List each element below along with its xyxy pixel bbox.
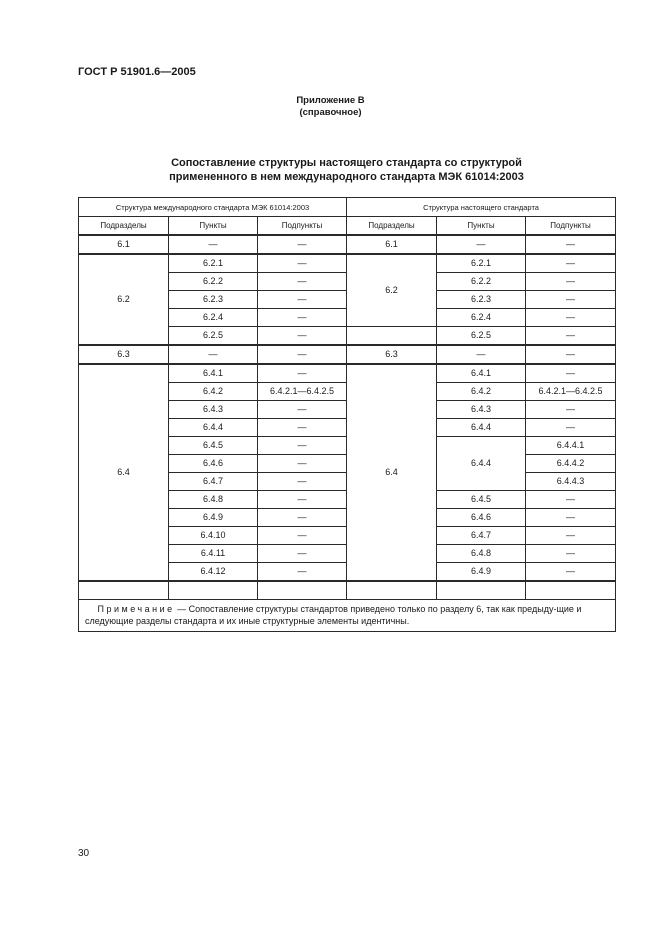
table-cell: 6.4.1 xyxy=(169,364,258,383)
table-cell: — xyxy=(526,509,616,527)
table-cell: — xyxy=(526,491,616,509)
column-header-clauses: Пункты xyxy=(437,217,526,236)
table-title xyxy=(0,156,661,184)
table-cell: 6.4.8 xyxy=(169,491,258,509)
table-cell: 6.4.3 xyxy=(437,401,526,419)
table-cell: 6.4.12 xyxy=(169,563,258,582)
table-cell: 6.4.9 xyxy=(437,563,526,582)
table-cell: — xyxy=(258,364,347,383)
table-cell: 6.4.4.3 xyxy=(526,473,616,491)
table-cell: 6.4.6 xyxy=(437,509,526,527)
table-cell-empty xyxy=(437,581,526,600)
annex-type: (справочное) xyxy=(299,107,362,118)
table-cell: — xyxy=(526,419,616,437)
table-cell: — xyxy=(258,401,347,419)
table-cell: — xyxy=(526,291,616,309)
column-header-subclauses: Подпункты xyxy=(526,217,616,236)
table-cell: 6.4.10 xyxy=(169,527,258,545)
table-cell: — xyxy=(526,254,616,273)
table-cell: 6.2.1 xyxy=(437,254,526,273)
table-cell: — xyxy=(526,563,616,582)
column-header-sections: Подразделы xyxy=(79,217,169,236)
table-cell: — xyxy=(526,309,616,327)
table-cell: — xyxy=(258,437,347,455)
table-cell: 6.2.2 xyxy=(437,273,526,291)
table-cell: — xyxy=(258,235,347,254)
column-header-sections: Подразделы xyxy=(347,217,437,236)
table-cell: 6.4.7 xyxy=(437,527,526,545)
table-cell: 6.4.1 xyxy=(437,364,526,383)
table-cell: — xyxy=(526,327,616,346)
table-cell: 6.2.3 xyxy=(437,291,526,309)
table-cell: 6.1 xyxy=(347,235,437,254)
table-cell: — xyxy=(526,235,616,254)
table-cell: 6.4.2 xyxy=(437,383,526,401)
table-cell: 6.4.4.2 xyxy=(526,455,616,473)
page-number: 30 xyxy=(78,848,90,859)
table-cell: 6.1 xyxy=(79,235,169,254)
table-cell: 6.4.5 xyxy=(169,437,258,455)
table-cell: — xyxy=(258,345,347,364)
table-cell: — xyxy=(526,273,616,291)
table-cell: — xyxy=(526,527,616,545)
table-cell: 6.4.2.1—6.4.2.5 xyxy=(258,383,347,401)
table-cell: — xyxy=(258,273,347,291)
table-cell-empty xyxy=(258,581,347,600)
table-cell: — xyxy=(437,345,526,364)
table-cell: — xyxy=(526,545,616,563)
table-cell: — xyxy=(258,509,347,527)
table-cell: 6.4.5 xyxy=(437,491,526,509)
table-cell: 6.2.1 xyxy=(169,254,258,273)
table-cell: 6.2.5 xyxy=(437,327,526,346)
table-cell: 6.2.5 xyxy=(169,327,258,346)
table-cell: 6.4.11 xyxy=(169,545,258,563)
table-cell: 6.4.7 xyxy=(169,473,258,491)
table-cell-empty xyxy=(526,581,616,600)
table-cell: — xyxy=(258,455,347,473)
table-cell: — xyxy=(526,364,616,383)
note-text: — Сопоставление структуры стандартов приведено только по разделу 6, так как предыду-щие и следующие разделы стандарта и их иные структурные элементы идентичны. xyxy=(85,604,582,626)
table-cell: — xyxy=(258,527,347,545)
column-header-subclauses: Подпункты xyxy=(258,217,347,236)
table-cell: — xyxy=(258,491,347,509)
group-header-national: Структура настоящего стандарта xyxy=(347,198,616,217)
note-label: Примечание xyxy=(97,604,175,614)
document-id: ГОСТ Р 51901.6—2005 xyxy=(78,66,196,78)
table-cell: — xyxy=(526,345,616,364)
table-cell-empty xyxy=(79,581,169,600)
table-cell-empty xyxy=(347,581,437,600)
table-cell: 6.4.4 xyxy=(437,437,526,491)
table-cell: — xyxy=(258,291,347,309)
table-cell: — xyxy=(258,563,347,582)
table-cell: 6.3 xyxy=(347,345,437,364)
table-cell: — xyxy=(258,545,347,563)
table-cell: — xyxy=(258,419,347,437)
table-cell: 6.2.3 xyxy=(169,291,258,309)
table-cell: 6.2 xyxy=(79,254,169,345)
table-cell: 6.2.4 xyxy=(169,309,258,327)
table-cell: — xyxy=(169,345,258,364)
table-cell-empty xyxy=(169,581,258,600)
table-title-line-1: Сопоставление структуры настоящего стандарта со структурой xyxy=(171,157,522,169)
table-note xyxy=(79,600,616,632)
table-cell: 6.4.4 xyxy=(169,419,258,437)
table-cell: — xyxy=(169,235,258,254)
table-cell: 6.4.9 xyxy=(169,509,258,527)
table-cell: — xyxy=(258,327,347,346)
structure-comparison-table xyxy=(78,197,616,632)
table-cell: — xyxy=(258,473,347,491)
table-cell: 6.4.3 xyxy=(169,401,258,419)
table-cell: 6.4.4.1 xyxy=(526,437,616,455)
table-cell: 6.3 xyxy=(79,345,169,364)
table-cell: — xyxy=(437,235,526,254)
table-cell xyxy=(347,327,437,346)
table-cell: 6.4.8 xyxy=(437,545,526,563)
table-cell: 6.4.6 xyxy=(169,455,258,473)
column-header-clauses: Пункты xyxy=(169,217,258,236)
table-cell: 6.4.2 xyxy=(169,383,258,401)
table-cell: 6.2 xyxy=(347,254,437,327)
table-cell: 6.4.2.1—6.4.2.5 xyxy=(526,383,616,401)
table-cell: 6.2.4 xyxy=(437,309,526,327)
table-cell: 6.4.4 xyxy=(437,419,526,437)
table-cell: — xyxy=(258,254,347,273)
table-cell: 6.4 xyxy=(347,364,437,581)
group-header-international: Структура международного стандарта МЭК 61014:2003 xyxy=(79,198,347,217)
table-cell: — xyxy=(526,401,616,419)
table-cell: 6.2.2 xyxy=(169,273,258,291)
annex-title: Приложение В xyxy=(296,95,365,106)
table-cell: — xyxy=(258,309,347,327)
table-cell: 6.4 xyxy=(79,364,169,581)
table-title-line-2: примененного в нем международного стандарта МЭК 61014:2003 xyxy=(169,171,524,183)
